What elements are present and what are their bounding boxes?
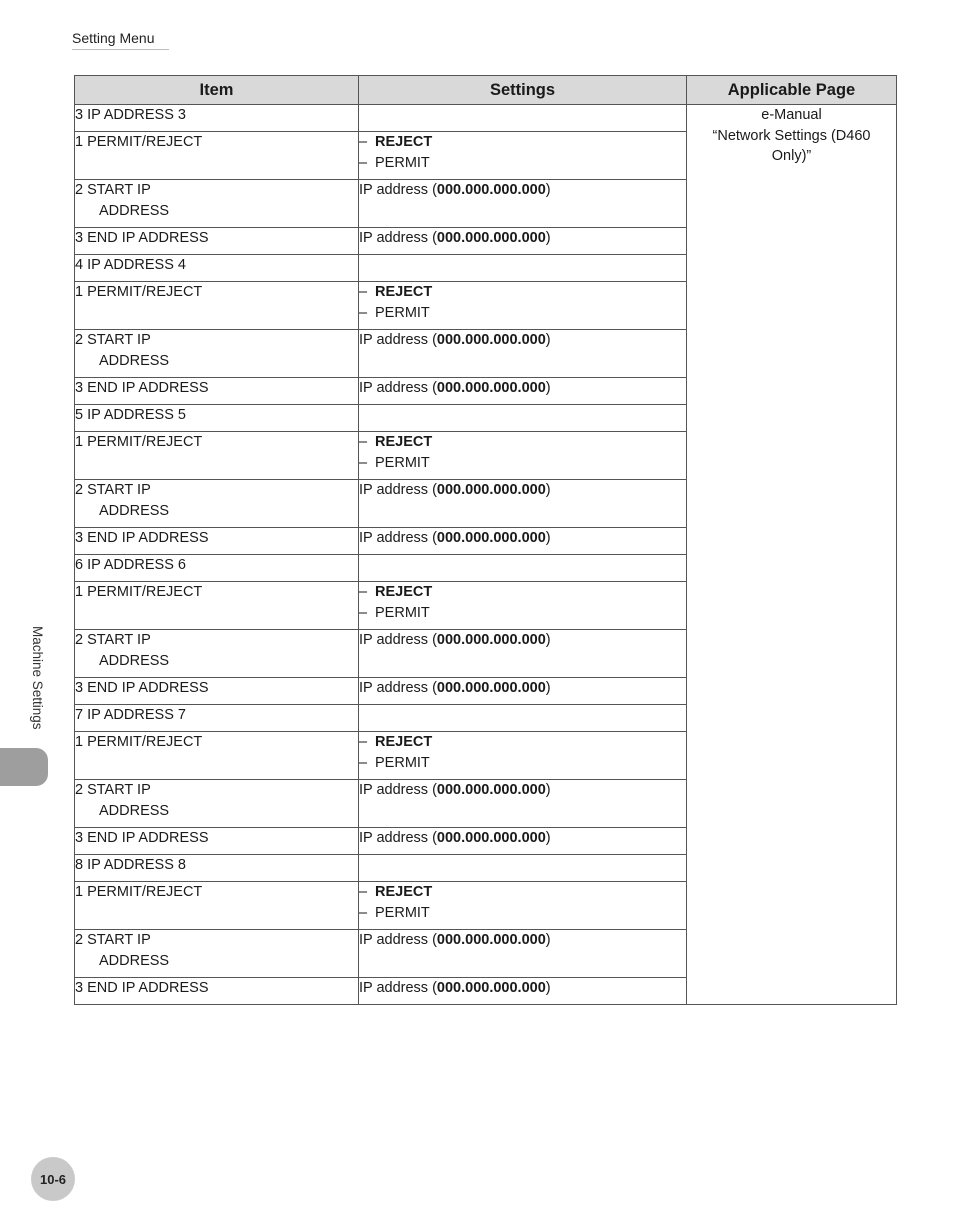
ip-address-value: 000.000.000.000 [436, 482, 546, 498]
ip-address-value: 000.000.000.000 [436, 332, 546, 348]
permit-reject-options [359, 432, 687, 480]
applicable-page-line: e-Manual [761, 107, 822, 123]
ip-address-value: 000.000.000.000 [436, 380, 546, 396]
dash-bullet-icon: – [359, 154, 368, 171]
option: PERMIT [375, 304, 430, 321]
start-ip-label [75, 780, 359, 828]
option-line [359, 282, 686, 303]
default-option: REJECT [375, 734, 433, 750]
ip-address-group-title: 6 IP ADDRESS 6 [75, 555, 359, 582]
ip-address-value: 000.000.000.000 [436, 182, 546, 198]
chapter-tab [0, 748, 48, 786]
empty-setting-cell [359, 555, 687, 582]
applicable-page-line: “Network Settings (D460 [712, 127, 871, 144]
option-line [359, 432, 686, 453]
start-ip-label-line: 2 START IP [75, 932, 151, 948]
end-ip-label: 3 END IP ADDRESS [75, 678, 359, 705]
option-line [359, 153, 686, 174]
dash-bullet-icon: – [359, 604, 368, 621]
option: PERMIT [375, 754, 430, 771]
end-ip-label: 3 END IP ADDRESS [75, 528, 359, 555]
option-line [359, 453, 686, 474]
ip-address-prefix: IP address ( [359, 782, 437, 798]
ip-address-value: 000.000.000.000 [436, 932, 546, 948]
ip-address-group-title: 4 IP ADDRESS 4 [75, 255, 359, 282]
ip-address-setting [359, 930, 687, 978]
option-line [359, 753, 686, 774]
ip-address-prefix: IP address ( [359, 482, 437, 498]
ip-address-suffix: ) [545, 182, 551, 198]
ip-address-suffix: ) [545, 980, 551, 996]
ip-address-prefix: IP address ( [359, 530, 437, 546]
table-row [75, 105, 897, 132]
start-ip-label [75, 930, 359, 978]
start-ip-label-line: 2 START IP [75, 482, 151, 498]
section-header: Setting Menu [72, 30, 169, 50]
ip-address-value: 000.000.000.000 [436, 230, 546, 246]
ip-address-suffix: ) [545, 482, 551, 498]
permit-reject-options [359, 882, 687, 930]
default-option: REJECT [375, 134, 433, 150]
ip-address-setting [359, 180, 687, 228]
ip-address-setting [359, 978, 687, 1005]
empty-setting-cell [359, 855, 687, 882]
ip-address-prefix: IP address ( [359, 680, 437, 696]
start-ip-label [75, 180, 359, 228]
end-ip-label: 3 END IP ADDRESS [75, 378, 359, 405]
start-ip-label-line: ADDRESS [99, 952, 170, 969]
empty-setting-cell [359, 405, 687, 432]
dash-bullet-icon: – [359, 304, 368, 321]
option-line [359, 303, 686, 324]
dash-bullet-icon: – [359, 134, 368, 150]
default-option: REJECT [375, 284, 433, 300]
chapter-label: Machine Settings [30, 626, 45, 730]
start-ip-label-line: 2 START IP [75, 332, 151, 348]
column-header-applicable-page: Applicable Page [687, 76, 897, 105]
ip-address-prefix: IP address ( [359, 182, 437, 198]
ip-address-setting [359, 678, 687, 705]
dash-bullet-icon: – [359, 454, 368, 471]
ip-address-value: 000.000.000.000 [436, 530, 546, 546]
permit-reject-options [359, 282, 687, 330]
ip-address-group-title: 7 IP ADDRESS 7 [75, 705, 359, 732]
ip-address-value: 000.000.000.000 [436, 980, 546, 996]
start-ip-label [75, 630, 359, 678]
ip-address-value: 000.000.000.000 [436, 632, 546, 648]
empty-setting-cell [359, 705, 687, 732]
start-ip-label-line: ADDRESS [99, 802, 170, 819]
ip-address-setting [359, 630, 687, 678]
ip-address-suffix: ) [545, 632, 551, 648]
applicable-page-cell [687, 105, 897, 1005]
ip-address-group-title: 8 IP ADDRESS 8 [75, 855, 359, 882]
ip-address-prefix: IP address ( [359, 632, 437, 648]
ip-address-prefix: IP address ( [359, 332, 437, 348]
permit-reject-options [359, 582, 687, 630]
ip-address-value: 000.000.000.000 [436, 782, 546, 798]
option-line [359, 582, 686, 603]
ip-address-setting [359, 780, 687, 828]
ip-address-prefix: IP address ( [359, 830, 437, 846]
column-header-item: Item [75, 76, 359, 105]
ip-address-suffix: ) [545, 332, 551, 348]
ip-address-group-title: 3 IP ADDRESS 3 [75, 105, 359, 132]
ip-address-setting [359, 828, 687, 855]
option: PERMIT [375, 904, 430, 921]
start-ip-label-line: 2 START IP [75, 182, 151, 198]
ip-address-group-title: 5 IP ADDRESS 5 [75, 405, 359, 432]
end-ip-label: 3 END IP ADDRESS [75, 828, 359, 855]
end-ip-label: 3 END IP ADDRESS [75, 978, 359, 1005]
start-ip-label-line: ADDRESS [99, 202, 170, 219]
ip-address-setting [359, 528, 687, 555]
default-option: REJECT [375, 884, 433, 900]
start-ip-label-line: ADDRESS [99, 352, 170, 369]
ip-address-suffix: ) [545, 230, 551, 246]
ip-address-suffix: ) [545, 932, 551, 948]
default-option: REJECT [375, 434, 433, 450]
option: PERMIT [375, 454, 430, 471]
option-line [359, 603, 686, 624]
dash-bullet-icon: – [359, 734, 368, 750]
ip-address-value: 000.000.000.000 [436, 680, 546, 696]
ip-address-prefix: IP address ( [359, 980, 437, 996]
permit-reject-label: 1 PERMIT/REJECT [75, 132, 359, 180]
start-ip-label-line: 2 START IP [75, 632, 151, 648]
start-ip-label [75, 330, 359, 378]
permit-reject-options [359, 132, 687, 180]
option-line [359, 882, 686, 903]
ip-address-prefix: IP address ( [359, 380, 437, 396]
option-line [359, 132, 686, 153]
end-ip-label: 3 END IP ADDRESS [75, 228, 359, 255]
dash-bullet-icon: – [359, 904, 368, 921]
ip-address-prefix: IP address ( [359, 932, 437, 948]
ip-address-setting [359, 330, 687, 378]
permit-reject-label: 1 PERMIT/REJECT [75, 582, 359, 630]
start-ip-label [75, 480, 359, 528]
ip-address-value: 000.000.000.000 [436, 830, 546, 846]
table-header-row [75, 76, 897, 105]
applicable-page-line: Only)” [771, 148, 812, 164]
column-header-settings: Settings [359, 76, 687, 105]
ip-address-setting [359, 378, 687, 405]
ip-address-suffix: ) [545, 530, 551, 546]
start-ip-label-line: 2 START IP [75, 782, 151, 798]
ip-address-suffix: ) [545, 782, 551, 798]
option: PERMIT [375, 154, 430, 171]
permit-reject-label: 1 PERMIT/REJECT [75, 432, 359, 480]
settings-table [74, 75, 897, 1005]
permit-reject-label: 1 PERMIT/REJECT [75, 732, 359, 780]
permit-reject-label: 1 PERMIT/REJECT [75, 882, 359, 930]
start-ip-label-line: ADDRESS [99, 502, 170, 519]
empty-setting-cell [359, 255, 687, 282]
dash-bullet-icon: – [359, 434, 368, 450]
dash-bullet-icon: – [359, 584, 368, 600]
ip-address-suffix: ) [545, 680, 551, 696]
ip-address-setting [359, 228, 687, 255]
start-ip-label-line: ADDRESS [99, 652, 170, 669]
ip-address-prefix: IP address ( [359, 230, 437, 246]
default-option: REJECT [375, 584, 433, 600]
permit-reject-options [359, 732, 687, 780]
dash-bullet-icon: – [359, 284, 368, 300]
dash-bullet-icon: – [359, 754, 368, 771]
permit-reject-label: 1 PERMIT/REJECT [75, 282, 359, 330]
page-number: 10-6 [31, 1157, 75, 1201]
ip-address-suffix: ) [545, 830, 551, 846]
option-line [359, 732, 686, 753]
empty-setting-cell [359, 105, 687, 132]
ip-address-suffix: ) [545, 380, 551, 396]
ip-address-setting [359, 480, 687, 528]
option-line [359, 903, 686, 924]
dash-bullet-icon: – [359, 884, 368, 900]
option: PERMIT [375, 604, 430, 621]
